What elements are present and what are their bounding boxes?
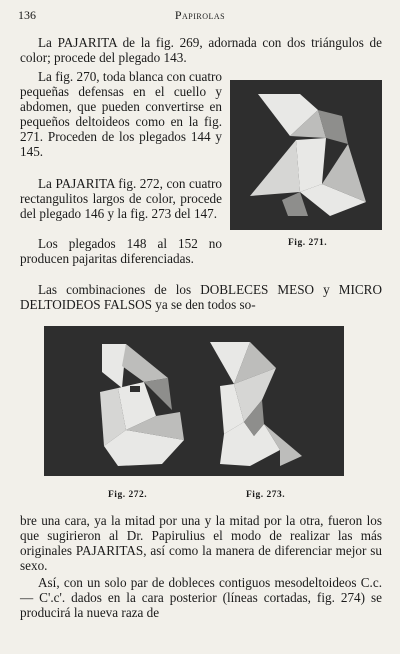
paragraph-folds-148-152: Los plegados 148 al 152 no producen pajaritas diferenciadas. xyxy=(20,236,222,266)
paragraph-fig270: La fig. 270, toda blanca con cuatro pequeñas defensas en el cuello y abdomen, que pueden convertirse en pequeños deltoideos como en la fig. 271. Proceden de los plegados 144 y 145. xyxy=(20,69,222,159)
paragraph-papirulius: bre una cara, ya la mitad por una y la mitad por la otra, fueron los que sugirieron al Dr. Papirulius el modo de realizar las más originales PAJARITAS, así como la manera de diferenciar mejor su sexo. xyxy=(20,513,382,573)
paragraph-meso-deltoid: Así, con un solo par de dobleces contiguos mesodeltoideos C.c. — C'.c'. dados en la cara posterior (líneas cortadas, fig. 274) se producirá la nueva raza de xyxy=(20,575,382,620)
figure-272-caption: Fig. 272. xyxy=(108,490,148,500)
figure-271-caption: Fig. 271. xyxy=(288,238,328,248)
page-header xyxy=(10,8,390,24)
figures-272-273-photo xyxy=(44,326,344,476)
paragraph-fig272: La PAJARITA fig. 272, con cuatro rectangulitos largos de color, procede del plegado 146 y la fig. 273 del 147. xyxy=(20,176,222,221)
page-number: 136 xyxy=(18,8,36,22)
figure-273-caption: Fig. 273. xyxy=(246,490,286,500)
paragraph-fig269: La PAJARITA de la fig. 269, adornada con dos triángulos de color; procede del plegado 143. xyxy=(20,35,382,65)
figure-271-drawing xyxy=(230,80,382,230)
figure-271-photo xyxy=(230,80,382,230)
running-title: Papirolas xyxy=(174,8,226,22)
paragraph-combinations: Las combinaciones de los DOBLECES MESO y MICRO DELTOIDEOS FALSOS ya se den todos so- xyxy=(20,282,382,312)
figures-272-273-drawing xyxy=(44,326,344,476)
